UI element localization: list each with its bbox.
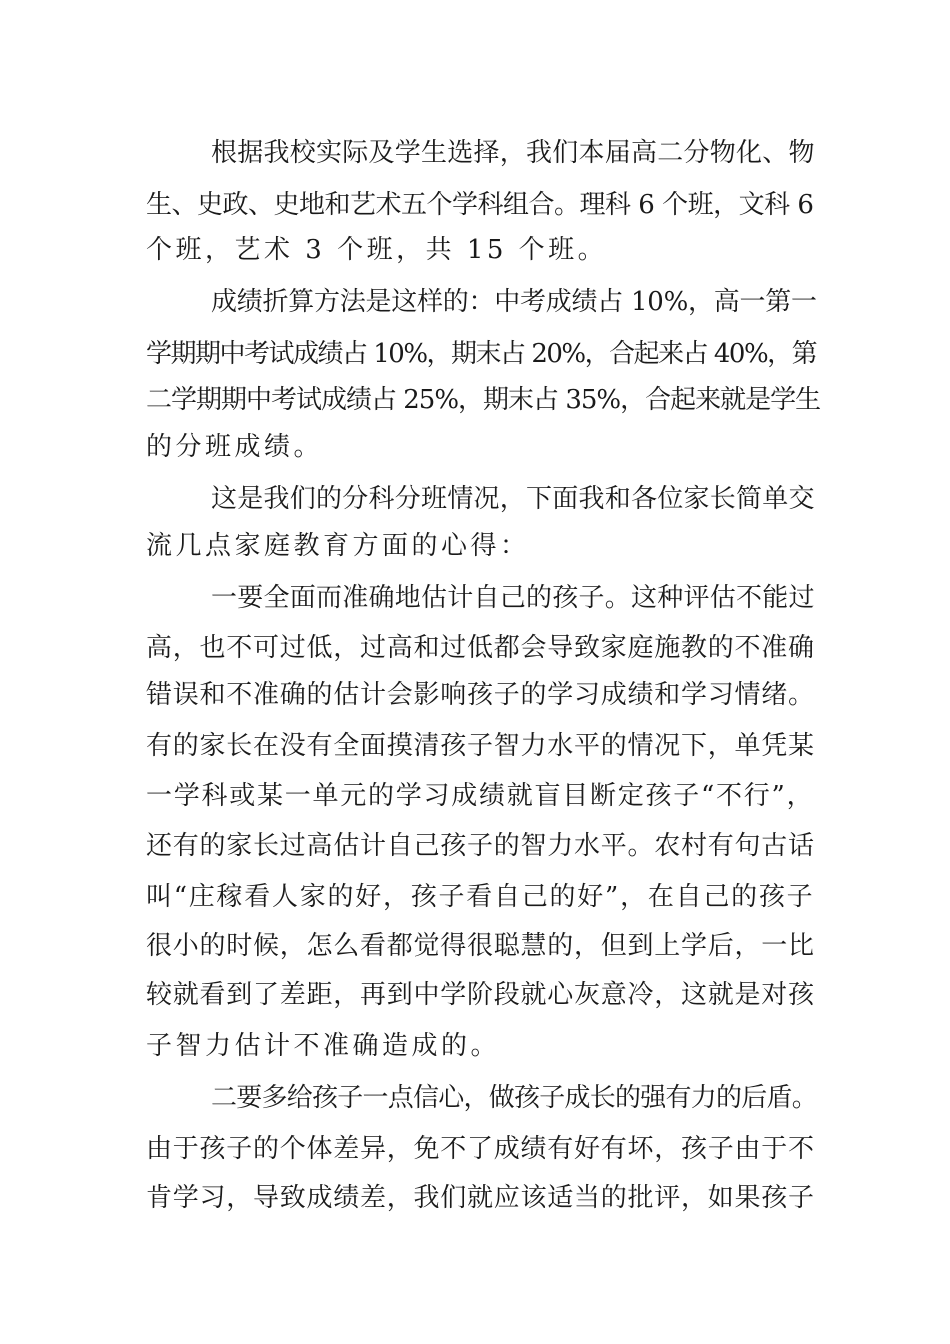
- paragraph-5-line-3: 肯学习，导致成绩差，我们就应该适当的批评，如果孩子: [146, 1183, 815, 1213]
- paragraph-4-line-1: 一要全面而准确地估计自己的孩子。这种评估不能过: [211, 583, 815, 613]
- paragraph-3-line-2: 流几点家庭教育方面的心得：: [146, 531, 530, 561]
- paragraph-4-line-6: 还有的家长过高估计自己孩子的智力水平。农村有句古话: [146, 831, 815, 861]
- paragraph-2-line-1: 成绩折算方法是这样的：中考成绩占 10%，高一第一: [211, 287, 817, 317]
- paragraph-1-line-1: 根据我校实际及学生选择，我们本届高二分物化、物: [211, 138, 815, 168]
- paragraph-2-line-3: 二学期期中考试成绩占 25%，期末占 35%，合起来就是学生: [146, 385, 821, 415]
- paragraph-4-line-9: 较就看到了差距，再到中学阶段就心灰意冷，这就是对孩: [146, 980, 815, 1010]
- paragraph-2-line-2: 学期期中考试成绩占 10%，期末占 20%，合起来占 40%，第: [146, 339, 817, 369]
- paragraph-2-line-4: 的分班成绩。: [146, 432, 324, 462]
- paragraph-4-line-7: 叫“庄稼看人家的好，孩子看自己的好”，在自己的孩子: [146, 882, 815, 912]
- paragraph-4-line-5: 一学科或某一单元的学习成绩就盲目断定孩子“不行”，: [146, 781, 815, 811]
- paragraph-5-line-2: 由于孩子的个体差异，免不了成绩有好有坏，孩子由于不: [146, 1134, 815, 1164]
- paragraph-5-line-1: 二要多给孩子一点信心，做孩子成长的强有力的后盾。: [211, 1083, 818, 1113]
- paragraph-4-line-8: 很小的时候，怎么看都觉得很聪慧的，但到上学后，一比: [146, 931, 815, 961]
- paragraph-4-line-3: 错误和不准确的估计会影响孩子的学习成绩和学习情绪。: [146, 680, 815, 710]
- paragraph-3-line-1: 这是我们的分科分班情况，下面我和各位家长简单交: [211, 484, 815, 514]
- paragraph-1-line-2: 生、史政、史地和艺术五个学科组合。理科 6 个班，文科 6: [146, 190, 814, 220]
- paragraph-4-line-4: 有的家长在没有全面摸清孩子智力水平的情况下，单凭某: [146, 731, 815, 761]
- paragraph-4-line-10: 子智力估计不准确造成的。: [146, 1031, 501, 1061]
- paragraph-1-line-3: 个班，艺术 3 个班，共 15 个班。: [146, 235, 608, 265]
- paragraph-4-line-2: 高，也不可过低，过高和过低都会导致家庭施教的不准确: [146, 633, 815, 663]
